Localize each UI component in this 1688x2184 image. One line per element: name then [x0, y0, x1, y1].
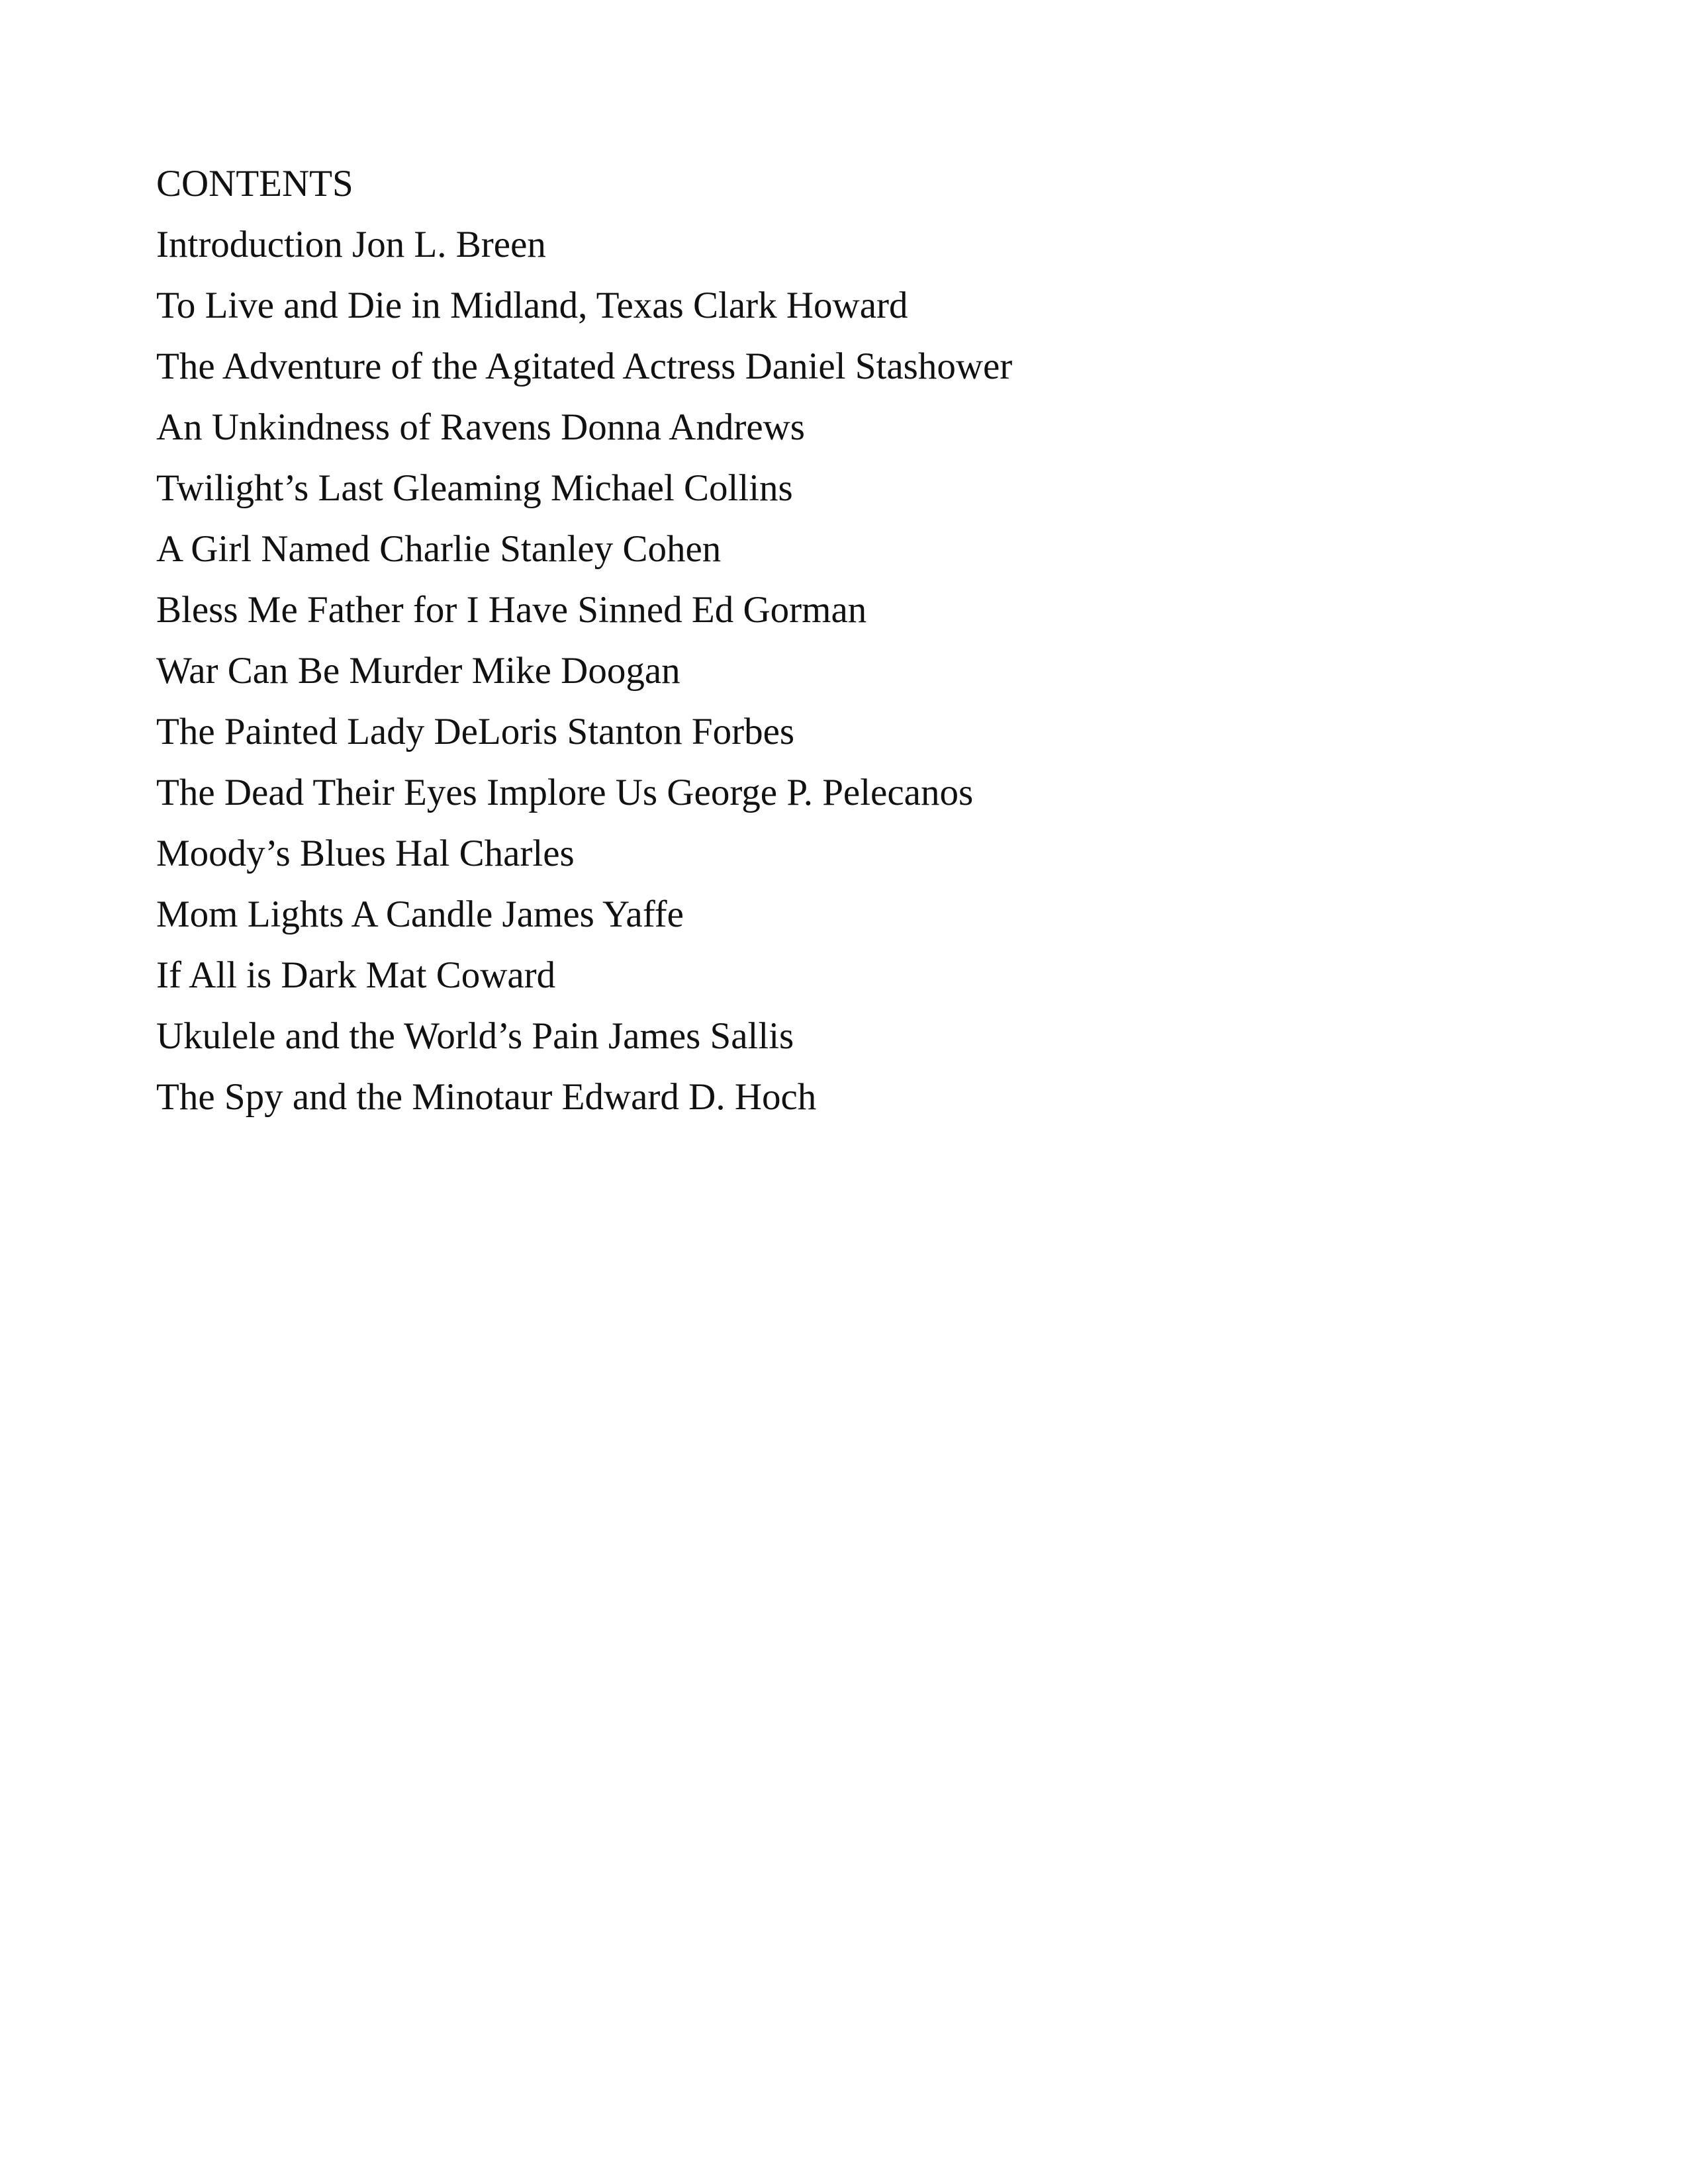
toc-entry — [156, 336, 1546, 397]
toc-entry — [156, 1067, 1546, 1128]
story-author: Mike Doogan — [471, 650, 680, 692]
toc-entry — [156, 275, 1546, 336]
story-title: Introduction — [156, 224, 343, 265]
story-author: Clark Howard — [692, 285, 908, 326]
toc-entry — [156, 519, 1546, 580]
story-author: Ed Gorman — [691, 589, 867, 631]
story-title: If All is Dark — [156, 954, 357, 996]
toc-entry — [156, 1006, 1546, 1067]
table-of-contents — [156, 154, 1546, 1128]
toc-entry — [156, 945, 1546, 1006]
story-title: Mom Lights A Candle — [156, 893, 493, 935]
story-author: Donna Andrews — [561, 406, 805, 448]
toc-entry — [156, 762, 1546, 823]
toc-entry — [156, 702, 1546, 762]
story-author: DeLoris Stanton Forbes — [434, 711, 795, 752]
contents-heading: CONTENTS — [156, 163, 353, 205]
toc-entry — [156, 641, 1546, 702]
toc-entry — [156, 884, 1546, 945]
story-author: Edward D. Hoch — [561, 1076, 817, 1118]
story-title: The Adventure of the Agitated Actress — [156, 345, 736, 387]
story-author: Mat Coward — [365, 954, 556, 996]
story-author: James Sallis — [608, 1015, 794, 1057]
story-title: The Dead Their Eyes Implore Us — [156, 772, 658, 813]
story-title: The Painted Lady — [156, 711, 425, 752]
toc-entry — [156, 823, 1546, 884]
story-title: To Live and Die in Midland, Texas — [156, 285, 684, 326]
toc-entry — [156, 214, 1546, 275]
story-author: Stanley Cohen — [500, 528, 722, 570]
story-title: Twilight’s Last Gleaming — [156, 467, 541, 509]
story-title: An Unkindness of Ravens — [156, 406, 551, 448]
story-title: Bless Me Father for I Have Sinned — [156, 589, 682, 631]
story-author: Michael Collins — [551, 467, 793, 509]
story-author: Jon L. Breen — [352, 224, 546, 265]
story-title: Moody’s Blues — [156, 833, 386, 874]
story-author: James Yaffe — [502, 893, 684, 935]
toc-entry — [156, 397, 1546, 458]
story-author: Hal Charles — [395, 833, 575, 874]
story-author: Daniel Stashower — [745, 345, 1013, 387]
toc-entry — [156, 458, 1546, 519]
story-author: George P. Pelecanos — [667, 772, 974, 813]
story-title: War Can Be Murder — [156, 650, 463, 692]
story-title: Ukulele and the World’s Pain — [156, 1015, 599, 1057]
story-title: A Girl Named Charlie — [156, 528, 491, 570]
toc-entry — [156, 580, 1546, 641]
toc-list — [156, 214, 1546, 1128]
story-title: The Spy and the Minotaur — [156, 1076, 553, 1118]
